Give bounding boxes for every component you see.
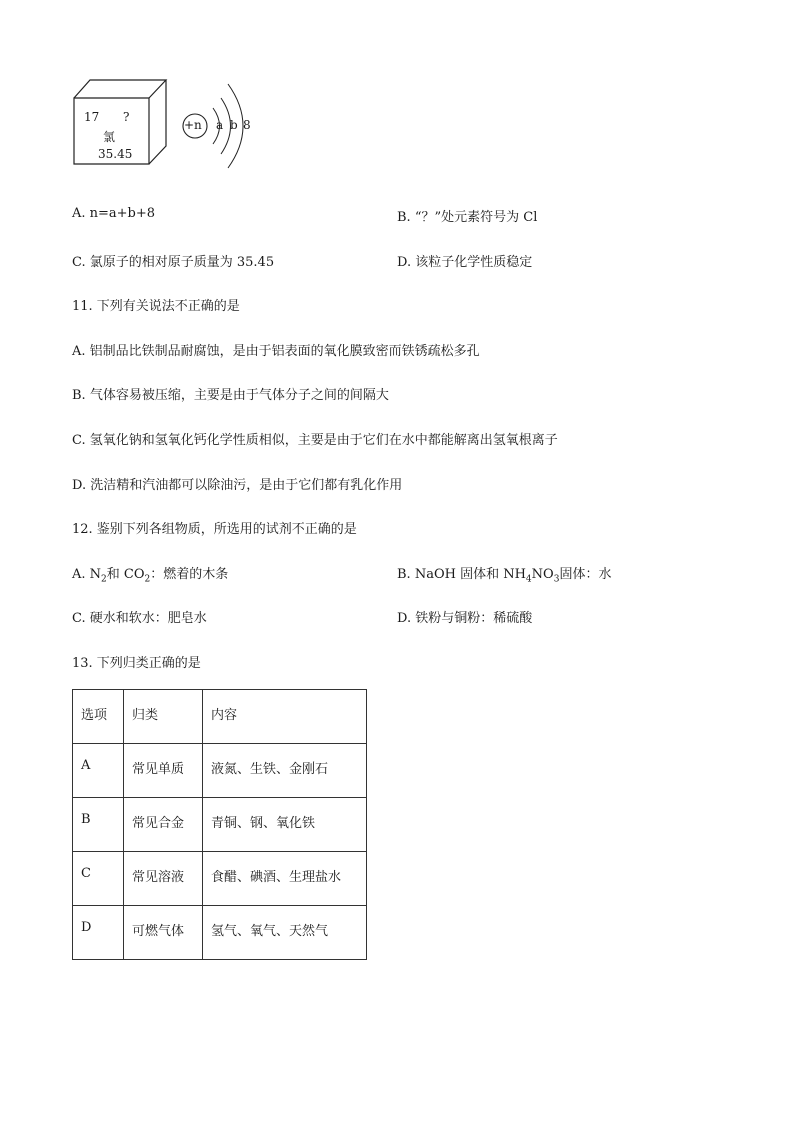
cell-category: 常见合金 [124, 798, 203, 852]
q11-stem: 11. 下列有关说法不正确的是 [72, 299, 240, 314]
q10-option-a: A. n=a+b+8 [72, 206, 156, 221]
q11-option-a: A. 铝制品比铁制品耐腐蚀，是由于铝表面的氧化膜致密而铁锈疏松多孔 [72, 344, 480, 359]
cell-category: 常见溶液 [124, 852, 203, 906]
atom-structure-diagram [178, 80, 258, 172]
table-row [73, 906, 367, 960]
q12-option-b: B. NaOH 固体和 $NH_4NO_3$固体：水 [397, 567, 612, 585]
cell-content: 青铜、钢、氧化铁 [203, 798, 367, 852]
table-row [73, 852, 367, 906]
atomic-mass: 35.45 [98, 147, 133, 161]
q10-option-d: D. 该粒子化学性质稳定 [397, 255, 533, 270]
header-option: 选项 [73, 690, 124, 744]
element-cube [72, 78, 168, 170]
cell-option: D [73, 906, 124, 960]
q12-option-a: A. $N_2$和 $CO_2$：燃着的木条 [72, 567, 229, 585]
shell-8: 8 [243, 118, 251, 132]
q11-option-b: B. 气体容易被压缩，主要是由于气体分子之间的间隔大 [72, 388, 389, 403]
unknown-symbol: ? [123, 110, 130, 124]
table-header-row [73, 690, 367, 744]
cell-content: 氢气、氧气、天然气 [203, 906, 367, 960]
q10-option-b: B. “？”处元素符号为 Cl [397, 210, 538, 225]
cell-option: B [73, 798, 124, 852]
q12-stem: 12. 鉴别下列各组物质，所选用的试剂不正确的是 [72, 522, 357, 537]
table-row [73, 744, 367, 798]
cell-option: C [73, 852, 124, 906]
shell-a: a [216, 118, 224, 132]
cell-category: 可燃气体 [124, 906, 203, 960]
shell-b: b [230, 118, 238, 132]
q12-option-d: D. 铁粉与铜粉：稀硫酸 [397, 611, 533, 626]
element-name: 氯 [103, 130, 116, 144]
header-content: 内容 [203, 690, 367, 744]
header-category: 归类 [124, 690, 203, 744]
q12-option-c: C. 硬水和软水：肥皂水 [72, 611, 207, 626]
q10-option-c: C. 氯原子的相对原子质量为 35.45 [72, 255, 275, 270]
cell-content: 食醋、碘酒、生理盐水 [203, 852, 367, 906]
nucleus-charge: +n [184, 118, 202, 132]
table-row [73, 798, 367, 852]
q11-option-c: C. 氢氧化钠和氢氧化钙化学性质相似，主要是由于它们在水中都能解离出氢氧根离子 [72, 433, 558, 448]
q13-stem: 13. 下列归类正确的是 [72, 656, 201, 671]
cell-content: 液氮、生铁、金刚石 [203, 744, 367, 798]
q11-option-d: D. 洗洁精和汽油都可以除油污，是由于它们都有乳化作用 [72, 478, 403, 493]
cell-category: 常见单质 [124, 744, 203, 798]
cell-option: A [73, 744, 124, 798]
classification-table [72, 689, 367, 960]
atomic-number: 17 [84, 110, 100, 124]
